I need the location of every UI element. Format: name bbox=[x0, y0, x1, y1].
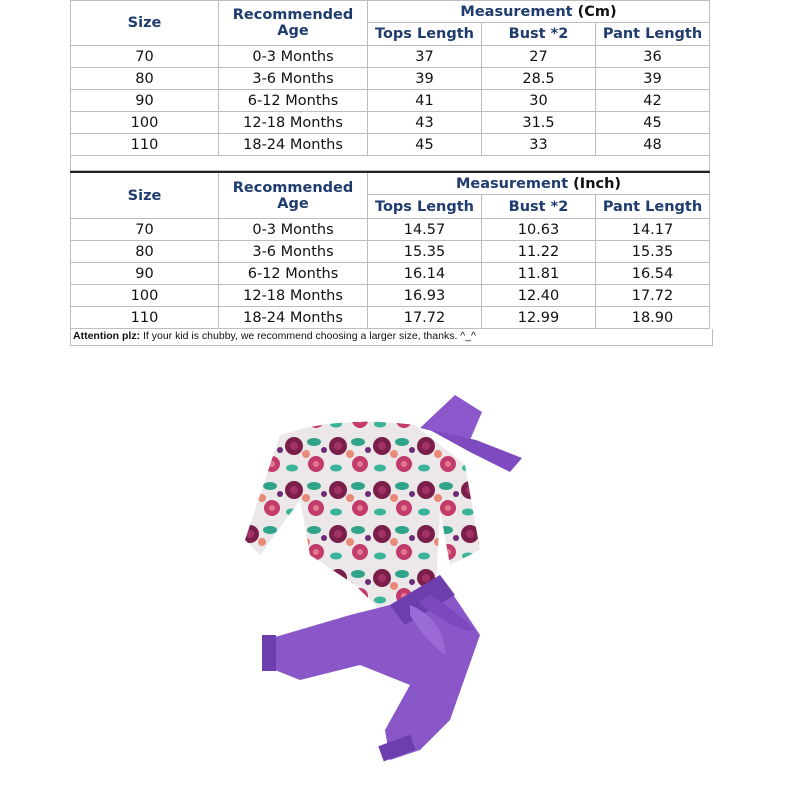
header-recommended-age: Recommended Age bbox=[219, 1, 368, 46]
header-size: Size bbox=[71, 172, 219, 219]
cell-tops-length: 16.14 bbox=[368, 263, 482, 285]
cell-bust: 12.40 bbox=[482, 285, 596, 307]
cell-size: 70 bbox=[71, 219, 219, 241]
outfit-illustration bbox=[240, 390, 530, 780]
spacer-row bbox=[71, 156, 710, 171]
cell-size: 80 bbox=[71, 68, 219, 90]
cell-tops-length: 37 bbox=[368, 46, 482, 68]
purple-pants bbox=[262, 575, 480, 761]
header-size: Size bbox=[71, 1, 219, 46]
cell-age: 0-3 Months bbox=[219, 219, 368, 241]
cell-pant-length: 42 bbox=[596, 90, 710, 112]
cell-tops-length: 39 bbox=[368, 68, 482, 90]
cell-bust: 28.5 bbox=[482, 68, 596, 90]
cell-pant-length: 48 bbox=[596, 134, 710, 156]
cell-bust: 30 bbox=[482, 90, 596, 112]
cell-size: 110 bbox=[71, 134, 219, 156]
size-table-cm bbox=[70, 0, 710, 171]
cell-pant-length: 14.17 bbox=[596, 219, 710, 241]
cell-size: 80 bbox=[71, 241, 219, 263]
cell-bust: 11.22 bbox=[482, 241, 596, 263]
cell-age: 3-6 Months bbox=[219, 68, 368, 90]
header-bust: Bust *2 bbox=[482, 195, 596, 219]
cell-bust: 12.99 bbox=[482, 307, 596, 329]
cell-age: 3-6 Months bbox=[219, 241, 368, 263]
header-measurement-group: Measurement (Cm) bbox=[368, 1, 710, 23]
size-chart bbox=[70, 0, 709, 346]
cell-age: 12-18 Months bbox=[219, 285, 368, 307]
attention-note bbox=[70, 329, 713, 346]
header-tops-length: Tops Length bbox=[368, 195, 482, 219]
cell-bust: 10.63 bbox=[482, 219, 596, 241]
cell-size: 100 bbox=[71, 112, 219, 134]
size-table-inch bbox=[70, 171, 710, 329]
cell-size: 90 bbox=[71, 90, 219, 112]
cell-tops-length: 15.35 bbox=[368, 241, 482, 263]
table-row bbox=[71, 263, 710, 285]
cell-pant-length: 15.35 bbox=[596, 241, 710, 263]
cell-age: 18-24 Months bbox=[219, 134, 368, 156]
header-measurement-group: Measurement (Inch) bbox=[368, 172, 710, 195]
cell-age: 0-3 Months bbox=[219, 46, 368, 68]
cell-bust: 31.5 bbox=[482, 112, 596, 134]
cell-age: 6-12 Months bbox=[219, 263, 368, 285]
table-row bbox=[71, 285, 710, 307]
cell-bust: 11.81 bbox=[482, 263, 596, 285]
cell-tops-length: 41 bbox=[368, 90, 482, 112]
cell-tops-length: 43 bbox=[368, 112, 482, 134]
cell-pant-length: 39 bbox=[596, 68, 710, 90]
cell-pant-length: 17.72 bbox=[596, 285, 710, 307]
header-pant-length: Pant Length bbox=[596, 195, 710, 219]
header-bust: Bust *2 bbox=[482, 23, 596, 46]
header-pant-length: Pant Length bbox=[596, 23, 710, 46]
table-body bbox=[71, 46, 710, 156]
cell-size: 70 bbox=[71, 46, 219, 68]
cell-age: 6-12 Months bbox=[219, 90, 368, 112]
cell-pant-length: 18.90 bbox=[596, 307, 710, 329]
table-row bbox=[71, 241, 710, 263]
cell-pant-length: 36 bbox=[596, 46, 710, 68]
header-recommended-age: Recommended Age bbox=[219, 172, 368, 219]
cell-age: 12-18 Months bbox=[219, 112, 368, 134]
cell-bust: 33 bbox=[482, 134, 596, 156]
header-tops-length: Tops Length bbox=[368, 23, 482, 46]
table-row bbox=[71, 307, 710, 329]
table-row bbox=[71, 112, 710, 134]
cell-age: 18-24 Months bbox=[219, 307, 368, 329]
cell-tops-length: 16.93 bbox=[368, 285, 482, 307]
table-row bbox=[71, 46, 710, 68]
cell-size: 110 bbox=[71, 307, 219, 329]
cell-tops-length: 17.72 bbox=[368, 307, 482, 329]
table-row bbox=[71, 90, 710, 112]
cell-tops-length: 14.57 bbox=[368, 219, 482, 241]
table-row bbox=[71, 68, 710, 90]
product-image bbox=[240, 390, 530, 780]
cell-pant-length: 16.54 bbox=[596, 263, 710, 285]
note-label: Attention plz: bbox=[73, 330, 141, 342]
table-row bbox=[71, 219, 710, 241]
table-body bbox=[71, 219, 710, 329]
cell-bust: 27 bbox=[482, 46, 596, 68]
note-text: If your kid is chubby, we recommend choosing a larger size, thanks. ^_^ bbox=[140, 330, 476, 342]
cell-tops-length: 45 bbox=[368, 134, 482, 156]
cell-size: 100 bbox=[71, 285, 219, 307]
cell-size: 90 bbox=[71, 263, 219, 285]
table-row bbox=[71, 134, 710, 156]
cell-pant-length: 45 bbox=[596, 112, 710, 134]
